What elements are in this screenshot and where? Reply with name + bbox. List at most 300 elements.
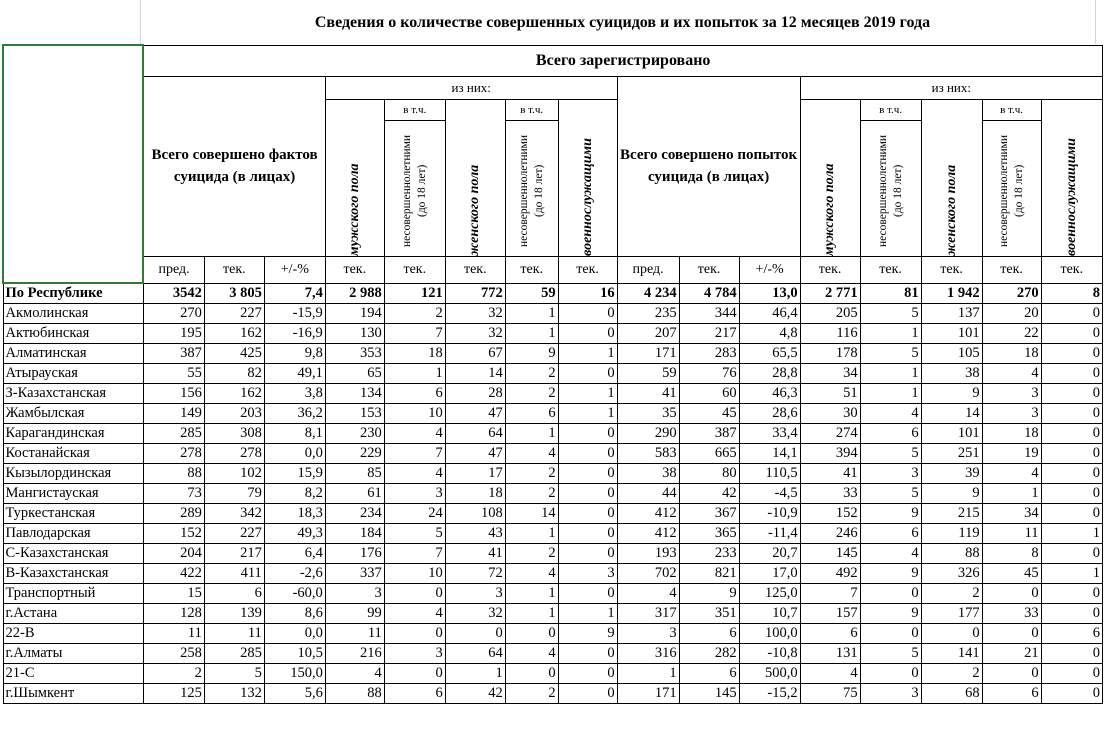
table-cell[interactable]: 4 784: [679, 283, 739, 304]
table-cell[interactable]: 6: [1041, 624, 1102, 644]
table-cell[interactable]: 28,8: [739, 364, 800, 384]
table-cell[interactable]: 0: [1041, 344, 1102, 364]
table-cell[interactable]: 79: [204, 484, 264, 504]
table-cell[interactable]: 7: [800, 584, 860, 604]
table-cell[interactable]: 51: [800, 384, 860, 404]
table-cell[interactable]: 411: [204, 564, 264, 584]
table-cell[interactable]: 100,0: [739, 624, 800, 644]
table-cell[interactable]: 49,1: [264, 364, 325, 384]
table-cell[interactable]: 235: [617, 304, 679, 324]
table-cell[interactable]: 45: [679, 404, 739, 424]
table-cell[interactable]: 64: [445, 644, 505, 664]
table-cell[interactable]: 22: [982, 324, 1041, 344]
table-cell[interactable]: 1: [505, 604, 558, 624]
table-cell[interactable]: 9: [860, 504, 921, 524]
table-cell[interactable]: 5: [860, 344, 921, 364]
table-cell[interactable]: 141: [921, 644, 982, 664]
table-cell[interactable]: 367: [679, 504, 739, 524]
table-cell[interactable]: 204: [143, 544, 204, 564]
table-cell[interactable]: 0: [558, 584, 617, 604]
table-cell[interactable]: 5: [860, 484, 921, 504]
table-cell[interactable]: 33: [800, 484, 860, 504]
table-cell[interactable]: 16: [558, 283, 617, 304]
table-cell[interactable]: 217: [679, 324, 739, 344]
table-cell[interactable]: 38: [617, 464, 679, 484]
table-cell[interactable]: 171: [617, 344, 679, 364]
table-cell[interactable]: 0: [921, 624, 982, 644]
table-cell[interactable]: 216: [325, 644, 384, 664]
table-cell[interactable]: 35: [617, 404, 679, 424]
table-cell[interactable]: 4: [860, 404, 921, 424]
table-cell[interactable]: 18,3: [264, 504, 325, 524]
table-cell[interactable]: 290: [617, 424, 679, 444]
table-cell[interactable]: -10,9: [739, 504, 800, 524]
table-cell[interactable]: 157: [800, 604, 860, 624]
table-cell[interactable]: 67: [445, 344, 505, 364]
table-cell[interactable]: 55: [143, 364, 204, 384]
table-cell[interactable]: 59: [617, 364, 679, 384]
table-cell[interactable]: 0: [384, 584, 445, 604]
table-cell[interactable]: 5: [860, 444, 921, 464]
table-cell[interactable]: 0: [860, 664, 921, 684]
table-cell[interactable]: 0: [860, 624, 921, 644]
table-cell[interactable]: 6: [860, 524, 921, 544]
table-cell[interactable]: 1: [558, 404, 617, 424]
table-cell[interactable]: 0: [558, 364, 617, 384]
table-cell[interactable]: 9: [679, 584, 739, 604]
table-cell[interactable]: 251: [921, 444, 982, 464]
table-cell[interactable]: 344: [679, 304, 739, 324]
table-cell[interactable]: 72: [445, 564, 505, 584]
table-cell[interactable]: 0: [1041, 364, 1102, 384]
table-cell[interactable]: 0: [558, 424, 617, 444]
table-cell[interactable]: -11,4: [739, 524, 800, 544]
table-cell[interactable]: 14: [505, 504, 558, 524]
table-cell[interactable]: 282: [679, 644, 739, 664]
table-cell[interactable]: 0: [558, 544, 617, 564]
table-cell[interactable]: 32: [445, 324, 505, 344]
table-cell[interactable]: 88: [325, 684, 384, 704]
table-cell[interactable]: 0: [558, 484, 617, 504]
table-cell[interactable]: 270: [143, 304, 204, 324]
table-cell[interactable]: 316: [617, 644, 679, 664]
table-cell[interactable]: 0: [1041, 324, 1102, 344]
table-cell[interactable]: 285: [143, 424, 204, 444]
table-cell[interactable]: 353: [325, 344, 384, 364]
table-cell[interactable]: 1: [384, 364, 445, 384]
table-cell[interactable]: 150,0: [264, 664, 325, 684]
table-cell[interactable]: 278: [204, 444, 264, 464]
table-cell[interactable]: 3: [558, 564, 617, 584]
table-cell[interactable]: 131: [800, 644, 860, 664]
row-name[interactable]: В-Казахстанская: [3, 564, 143, 584]
table-cell[interactable]: 177: [921, 604, 982, 624]
table-cell[interactable]: 45: [982, 564, 1041, 584]
table-cell[interactable]: 2: [505, 684, 558, 704]
table-cell[interactable]: 4: [384, 604, 445, 624]
table-cell[interactable]: 207: [617, 324, 679, 344]
table-cell[interactable]: 6,4: [264, 544, 325, 564]
table-cell[interactable]: 108: [445, 504, 505, 524]
table-cell[interactable]: 139: [204, 604, 264, 624]
table-cell[interactable]: 4: [384, 464, 445, 484]
table-cell[interactable]: 156: [143, 384, 204, 404]
table-cell[interactable]: 18: [384, 344, 445, 364]
table-cell[interactable]: 34: [982, 504, 1041, 524]
table-cell[interactable]: 500,0: [739, 664, 800, 684]
table-cell[interactable]: 81: [860, 283, 921, 304]
table-cell[interactable]: 8,1: [264, 424, 325, 444]
table-cell[interactable]: 65: [325, 364, 384, 384]
table-cell[interactable]: 278: [143, 444, 204, 464]
row-name[interactable]: Актюбинская: [3, 324, 143, 344]
table-cell[interactable]: 4: [982, 364, 1041, 384]
table-cell[interactable]: 0: [558, 464, 617, 484]
table-cell[interactable]: 4: [982, 464, 1041, 484]
row-name[interactable]: Алматинская: [3, 344, 143, 364]
table-cell[interactable]: 0: [1041, 644, 1102, 664]
table-cell[interactable]: 233: [679, 544, 739, 564]
table-cell[interactable]: 85: [325, 464, 384, 484]
table-cell[interactable]: 46,4: [739, 304, 800, 324]
table-cell[interactable]: 43: [445, 524, 505, 544]
table-cell[interactable]: 3: [860, 464, 921, 484]
table-cell[interactable]: 0: [558, 444, 617, 464]
table-cell[interactable]: 7: [384, 324, 445, 344]
table-cell[interactable]: -15,2: [739, 684, 800, 704]
table-cell[interactable]: 1: [558, 384, 617, 404]
table-cell[interactable]: 47: [445, 404, 505, 424]
table-cell[interactable]: 1: [617, 664, 679, 684]
row-name[interactable]: 21-С: [3, 664, 143, 684]
table-cell[interactable]: 583: [617, 444, 679, 464]
table-cell[interactable]: 0: [558, 324, 617, 344]
selected-cell[interactable]: [3, 45, 143, 283]
table-cell[interactable]: 274: [800, 424, 860, 444]
table-cell[interactable]: 145: [800, 544, 860, 564]
table-cell[interactable]: 6: [800, 624, 860, 644]
table-cell[interactable]: 38: [921, 364, 982, 384]
table-cell[interactable]: 184: [325, 524, 384, 544]
table-cell[interactable]: 8: [982, 544, 1041, 564]
table-cell[interactable]: 0: [1041, 304, 1102, 324]
table-cell[interactable]: 246: [800, 524, 860, 544]
table-cell[interactable]: 9: [921, 484, 982, 504]
table-cell[interactable]: 205: [800, 304, 860, 324]
table-cell[interactable]: 394: [800, 444, 860, 464]
table-cell[interactable]: 3: [982, 384, 1041, 404]
table-cell[interactable]: 21: [982, 644, 1041, 664]
table-cell[interactable]: 3542: [143, 283, 204, 304]
table-cell[interactable]: 88: [921, 544, 982, 564]
table-cell[interactable]: 234: [325, 504, 384, 524]
table-cell[interactable]: 6: [982, 684, 1041, 704]
table-cell[interactable]: 152: [143, 524, 204, 544]
table-cell[interactable]: 326: [921, 564, 982, 584]
table-cell[interactable]: 227: [204, 524, 264, 544]
table-cell[interactable]: 0: [1041, 684, 1102, 704]
table-cell[interactable]: 6: [679, 664, 739, 684]
table-cell[interactable]: 215: [921, 504, 982, 524]
table-cell[interactable]: 203: [204, 404, 264, 424]
table-cell[interactable]: 422: [143, 564, 204, 584]
table-cell[interactable]: 33,4: [739, 424, 800, 444]
table-cell[interactable]: 665: [679, 444, 739, 464]
table-cell[interactable]: 412: [617, 524, 679, 544]
row-name[interactable]: По Республике: [3, 283, 143, 304]
row-name[interactable]: Мангистауская: [3, 484, 143, 504]
table-cell[interactable]: 132: [204, 684, 264, 704]
table-cell[interactable]: 14: [921, 404, 982, 424]
table-cell[interactable]: 4: [505, 644, 558, 664]
table-cell[interactable]: 20: [982, 304, 1041, 324]
table-cell[interactable]: 102: [204, 464, 264, 484]
table-cell[interactable]: 17: [445, 464, 505, 484]
table-cell[interactable]: 0: [1041, 384, 1102, 404]
table-cell[interactable]: 9,8: [264, 344, 325, 364]
table-cell[interactable]: 60: [679, 384, 739, 404]
row-name[interactable]: 22-В: [3, 624, 143, 644]
table-cell[interactable]: 3,8: [264, 384, 325, 404]
table-cell[interactable]: 0: [505, 664, 558, 684]
table-cell[interactable]: 0: [982, 624, 1041, 644]
table-cell[interactable]: 20,7: [739, 544, 800, 564]
row-name[interactable]: Акмолинская: [3, 304, 143, 324]
table-cell[interactable]: 105: [921, 344, 982, 364]
table-cell[interactable]: 9: [558, 624, 617, 644]
table-cell[interactable]: 99: [325, 604, 384, 624]
table-cell[interactable]: 121: [384, 283, 445, 304]
table-cell[interactable]: 125: [143, 684, 204, 704]
table-cell[interactable]: 41: [445, 544, 505, 564]
table-cell[interactable]: 75: [800, 684, 860, 704]
table-cell[interactable]: 15,9: [264, 464, 325, 484]
table-cell[interactable]: 39: [921, 464, 982, 484]
table-cell[interactable]: 0: [445, 624, 505, 644]
table-cell[interactable]: 342: [204, 504, 264, 524]
table-cell[interactable]: 3: [860, 684, 921, 704]
table-cell[interactable]: 1: [982, 484, 1041, 504]
table-cell[interactable]: 193: [617, 544, 679, 564]
table-cell[interactable]: 145: [679, 684, 739, 704]
table-cell[interactable]: 0: [558, 304, 617, 324]
table-cell[interactable]: 24: [384, 504, 445, 524]
table-cell[interactable]: 171: [617, 684, 679, 704]
table-cell[interactable]: 88: [143, 464, 204, 484]
table-cell[interactable]: 44: [617, 484, 679, 504]
row-name[interactable]: С-Казахстанская: [3, 544, 143, 564]
table-cell[interactable]: 28: [445, 384, 505, 404]
table-cell[interactable]: 227: [204, 304, 264, 324]
table-cell[interactable]: 18: [982, 424, 1041, 444]
table-cell[interactable]: 110,5: [739, 464, 800, 484]
table-cell[interactable]: 289: [143, 504, 204, 524]
table-cell[interactable]: 194: [325, 304, 384, 324]
table-cell[interactable]: 6: [860, 424, 921, 444]
table-cell[interactable]: 4 234: [617, 283, 679, 304]
table-cell[interactable]: 4: [505, 564, 558, 584]
table-cell[interactable]: 178: [800, 344, 860, 364]
table-cell[interactable]: 101: [921, 324, 982, 344]
table-cell[interactable]: 2: [505, 544, 558, 564]
table-cell[interactable]: 42: [445, 684, 505, 704]
table-cell[interactable]: 0: [982, 584, 1041, 604]
table-cell[interactable]: 41: [800, 464, 860, 484]
table-cell[interactable]: 18: [445, 484, 505, 504]
table-cell[interactable]: 0: [384, 624, 445, 644]
table-cell[interactable]: 11: [982, 524, 1041, 544]
table-cell[interactable]: 32: [445, 604, 505, 624]
table-cell[interactable]: 2: [505, 464, 558, 484]
table-cell[interactable]: 7: [384, 444, 445, 464]
table-cell[interactable]: 119: [921, 524, 982, 544]
table-cell[interactable]: 2: [505, 364, 558, 384]
table-cell[interactable]: 42: [679, 484, 739, 504]
table-cell[interactable]: 1: [1041, 524, 1102, 544]
table-cell[interactable]: 195: [143, 324, 204, 344]
table-cell[interactable]: 1: [860, 364, 921, 384]
table-cell[interactable]: 1: [505, 324, 558, 344]
table-cell[interactable]: -15,9: [264, 304, 325, 324]
table-cell[interactable]: 8: [1041, 283, 1102, 304]
table-cell[interactable]: 41: [617, 384, 679, 404]
table-cell[interactable]: 8,2: [264, 484, 325, 504]
table-cell[interactable]: 0: [558, 664, 617, 684]
table-cell[interactable]: 772: [445, 283, 505, 304]
table-cell[interactable]: 285: [204, 644, 264, 664]
table-cell[interactable]: 0: [860, 584, 921, 604]
table-cell[interactable]: 8,6: [264, 604, 325, 624]
table-cell[interactable]: 7,4: [264, 283, 325, 304]
table-cell[interactable]: 130: [325, 324, 384, 344]
table-cell[interactable]: 162: [204, 324, 264, 344]
table-cell[interactable]: 308: [204, 424, 264, 444]
table-cell[interactable]: 19: [982, 444, 1041, 464]
table-cell[interactable]: 1: [505, 424, 558, 444]
table-cell[interactable]: 0,0: [264, 444, 325, 464]
table-cell[interactable]: 1: [860, 324, 921, 344]
table-cell[interactable]: 702: [617, 564, 679, 584]
table-cell[interactable]: 4: [800, 664, 860, 684]
table-cell[interactable]: 11: [143, 624, 204, 644]
table-cell[interactable]: 4: [505, 444, 558, 464]
row-name[interactable]: г.Шымкент: [3, 684, 143, 704]
table-cell[interactable]: 2: [505, 384, 558, 404]
table-cell[interactable]: 1: [445, 664, 505, 684]
table-cell[interactable]: 10: [384, 564, 445, 584]
row-name[interactable]: Туркестанская: [3, 504, 143, 524]
table-cell[interactable]: 59: [505, 283, 558, 304]
table-cell[interactable]: 3: [982, 404, 1041, 424]
table-cell[interactable]: 5: [204, 664, 264, 684]
table-cell[interactable]: 3 805: [204, 283, 264, 304]
table-cell[interactable]: 0: [558, 684, 617, 704]
table-cell[interactable]: 10,7: [739, 604, 800, 624]
table-cell[interactable]: 65,5: [739, 344, 800, 364]
row-name[interactable]: г.Астана: [3, 604, 143, 624]
table-cell[interactable]: 258: [143, 644, 204, 664]
table-cell[interactable]: 1: [558, 604, 617, 624]
table-cell[interactable]: 33: [982, 604, 1041, 624]
table-cell[interactable]: 0: [1041, 444, 1102, 464]
table-cell[interactable]: 4: [384, 424, 445, 444]
table-cell[interactable]: 3: [445, 584, 505, 604]
table-cell[interactable]: 2: [505, 484, 558, 504]
table-cell[interactable]: 46,3: [739, 384, 800, 404]
table-cell[interactable]: 425: [204, 344, 264, 364]
table-cell[interactable]: 9: [860, 604, 921, 624]
table-cell[interactable]: -4,5: [739, 484, 800, 504]
table-cell[interactable]: 0: [505, 624, 558, 644]
table-cell[interactable]: 15: [143, 584, 204, 604]
table-cell[interactable]: 11: [204, 624, 264, 644]
table-cell[interactable]: 30: [800, 404, 860, 424]
table-cell[interactable]: 5,6: [264, 684, 325, 704]
table-cell[interactable]: 0: [1041, 544, 1102, 564]
table-cell[interactable]: 0: [558, 644, 617, 664]
table-cell[interactable]: 351: [679, 604, 739, 624]
table-cell[interactable]: 128: [143, 604, 204, 624]
table-cell[interactable]: 6: [204, 584, 264, 604]
table-cell[interactable]: 82: [204, 364, 264, 384]
table-cell[interactable]: 10: [384, 404, 445, 424]
table-cell[interactable]: 4,8: [739, 324, 800, 344]
table-cell[interactable]: 3: [384, 644, 445, 664]
table-cell[interactable]: 317: [617, 604, 679, 624]
table-cell[interactable]: 1: [505, 304, 558, 324]
table-cell[interactable]: 0: [558, 504, 617, 524]
table-cell[interactable]: 5: [860, 304, 921, 324]
table-cell[interactable]: 1: [860, 384, 921, 404]
table-cell[interactable]: 34: [800, 364, 860, 384]
table-cell[interactable]: 6: [505, 404, 558, 424]
table-cell[interactable]: 153: [325, 404, 384, 424]
table-cell[interactable]: 0: [1041, 424, 1102, 444]
table-cell[interactable]: 2: [384, 304, 445, 324]
table-cell[interactable]: 492: [800, 564, 860, 584]
table-cell[interactable]: 2: [921, 664, 982, 684]
table-cell[interactable]: 270: [982, 283, 1041, 304]
table-cell[interactable]: 49,3: [264, 524, 325, 544]
row-name[interactable]: Павлодарская: [3, 524, 143, 544]
table-cell[interactable]: 64: [445, 424, 505, 444]
table-cell[interactable]: 2 988: [325, 283, 384, 304]
table-cell[interactable]: -60,0: [264, 584, 325, 604]
table-cell[interactable]: 6: [679, 624, 739, 644]
table-cell[interactable]: 1: [1041, 564, 1102, 584]
table-cell[interactable]: 0: [1041, 404, 1102, 424]
table-cell[interactable]: 230: [325, 424, 384, 444]
table-cell[interactable]: 9: [921, 384, 982, 404]
table-cell[interactable]: 137: [921, 304, 982, 324]
table-cell[interactable]: 6: [384, 684, 445, 704]
table-cell[interactable]: -16,9: [264, 324, 325, 344]
table-cell[interactable]: 7: [384, 544, 445, 564]
table-cell[interactable]: 821: [679, 564, 739, 584]
table-cell[interactable]: 1: [505, 584, 558, 604]
table-cell[interactable]: 162: [204, 384, 264, 404]
table-cell[interactable]: 337: [325, 564, 384, 584]
row-name[interactable]: З-Казахстанская: [3, 384, 143, 404]
table-cell[interactable]: 0: [384, 664, 445, 684]
table-cell[interactable]: 4: [617, 584, 679, 604]
table-cell[interactable]: 11: [325, 624, 384, 644]
row-name[interactable]: Транспортный: [3, 584, 143, 604]
table-cell[interactable]: 412: [617, 504, 679, 524]
row-name[interactable]: г.Алматы: [3, 644, 143, 664]
table-cell[interactable]: 36,2: [264, 404, 325, 424]
table-cell[interactable]: 68: [921, 684, 982, 704]
